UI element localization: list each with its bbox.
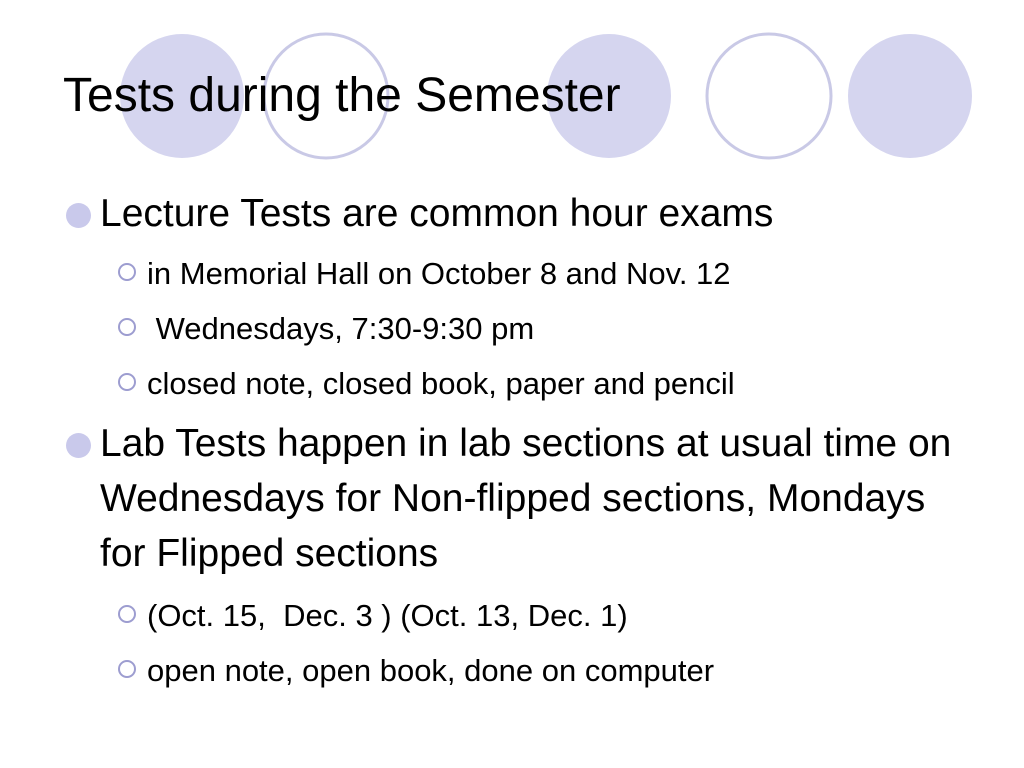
sub-bullet-text: in Memorial Hall on October 8 and Nov. 12 xyxy=(147,256,731,291)
bullet-dot-icon xyxy=(66,433,91,458)
sub-bullet-ring-icon xyxy=(118,373,136,391)
slide-title: Tests during the Semester xyxy=(63,69,621,122)
bullet-text: Lecture Tests are common hour exams xyxy=(100,192,774,235)
sub-bullet-dates xyxy=(118,596,938,636)
sub-bullet-text: Wednesdays, 7:30-9:30 pm xyxy=(147,311,535,346)
sub-bullet-ring-icon xyxy=(118,263,136,281)
bullet-lab-tests xyxy=(66,416,956,581)
sub-bullet-ring-icon xyxy=(118,660,136,678)
sub-bullet-rules xyxy=(118,364,938,404)
bullet-dot-icon xyxy=(66,203,91,228)
sub-bullet-ring-icon xyxy=(118,318,136,336)
sub-bullet-open-rules xyxy=(118,651,938,691)
bullet-text: Lab Tests happen in lab sections at usual time on Wednesdays for Non-flipped sections, Mondays for Flipped sections xyxy=(100,422,952,575)
sub-bullet-text: closed note, closed book, paper and pencil xyxy=(147,366,735,401)
sub-bullet-ring-icon xyxy=(118,605,136,623)
bullet-lecture-tests xyxy=(66,186,956,241)
sub-bullet-text: open note, open book, done on computer xyxy=(147,653,715,688)
outline-circle-2 xyxy=(707,34,831,158)
sub-bullet-location xyxy=(118,254,938,294)
filled-circle-3 xyxy=(848,34,972,158)
sub-bullet-time xyxy=(118,309,938,349)
sub-bullet-text: (Oct. 15, Dec. 3 ) (Oct. 13, Dec. 1) xyxy=(147,598,628,633)
